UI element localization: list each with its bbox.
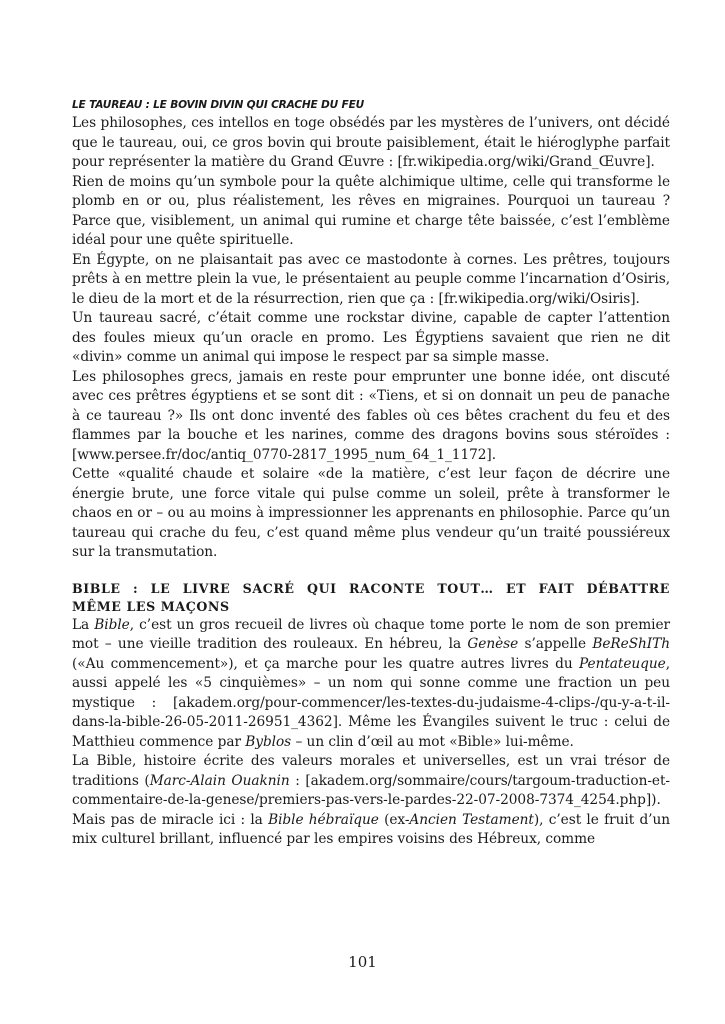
paragraph: En Égypte, on ne plaisantait pas avec ce mastodonte à cornes. Les prêtres, toujours prêts à en mettre plein la vue, le présentaient au peuple comme l’incarnation d’Osiris, le dieu de la mort et de la résurrection, rien que ça : [fr.wikipedia.org/wiki/Osiris]. <box>72 251 670 307</box>
text-run: ), c’est le fruit d’un mix culturel brillant, influencé par les empires voisins des Hébreux, comme <box>72 811 670 847</box>
italic-text: Marc-Alain Ouaknin <box>149 772 290 789</box>
section-heading-bible: BIBLE : LE LIVRE SACRÉ QUI RACONTE TOUT… ET FAIT DÉBATTRE <box>72 580 670 596</box>
text-run: La <box>72 616 95 633</box>
text-run: Mais pas de miracle ici : la <box>72 811 269 828</box>
text-run: – un clin d’œil au mot «Bible» lui-même. <box>291 733 574 750</box>
italic-text: Byblos <box>245 733 292 750</box>
italic-text: Bible <box>94 616 130 633</box>
paragraph <box>72 616 670 753</box>
text-run: s’appelle <box>518 636 593 652</box>
paragraph <box>72 811 670 850</box>
paragraph: Cette «qualité chaude et solaire «de la matière, c’est leur façon de décrire une énergie brute, une force vitale qui pulse comme un soleil, prête à transformer le chaos en or – ou au moins à impressionner les apprenants en philosophie. Parce qu’un taureau qui crache du feu, c’est quand même plus vendeur qu’un traité poussiéreux sur la transmutation. <box>72 466 670 560</box>
section-heading-taureau: LE TAUREAU : LE BOVIN DIVIN QUI CRACHE DU FEU <box>72 99 365 111</box>
italic-text: Ancien Testament <box>409 811 534 828</box>
italic-text: Pentateuque <box>578 655 666 672</box>
text-run: , aussi appelé les «5 cinquièmes» – un nom qui sonne comme une fraction un peu mystique : [akadem.org/pour-commencer/les-textes-du-judaisme-4-clips-/qu-y-a-t-il-dans-la-bible-26-05-2011-26951_4362]. Même les Évangiles suivent le truc : celui de Matthieu commence par <box>72 655 670 750</box>
text-run: : [akadem.org/sommaire/cours/targoum-traduction-et-commentaire-de-la-genese/premiers-pas-vers-le-pardes-22-07-2008-7374_4254.php]). <box>72 772 670 808</box>
text-run: , c’est un gros recueil de livres où chaque tome porte le nom de son premier mot – une vieille tradition des rouleaux. En hébreu, la <box>72 616 670 652</box>
text-run: La Bible, histoire écrite des valeurs morales et universelles, est un vrai trésor de traditions ( <box>72 753 670 789</box>
italic-text: BeReShITh <box>592 636 670 652</box>
paragraph: Les philosophes grecs, jamais en reste pour emprunter une bonne idée, ont discuté avec ces prêtres égyptiens et se sont dit : «Tiens, et si on donnait un peu de panache à ce taureau ?» Ils ont donc inventé des fables où ces bêtes crachent du feu et des flammes par la bouche et les narines, comme des dragons bovins sous stéroïdes : [www.persee.fr/doc/antiq_0770-2817_1995_num_64_1_1172]. <box>72 368 670 463</box>
section-heading-bible-continued: MÊME LES MAÇONS <box>72 598 230 614</box>
italic-text: Genèse <box>467 636 519 652</box>
paragraph: Un taureau sacré, c’était comme une rockstar divine, capable de capter l’attention des foules mieux qu’un oracle en promo. Les Égyptiens savaient que rien ne dit «divin» comme un animal qui impose le respect par sa simple masse. <box>72 310 670 365</box>
page-number: 101 <box>348 953 377 971</box>
text-run: («Au commencement»), et ça marche pour les quatre autres livres du <box>72 655 579 672</box>
paragraph: Rien de moins qu’un symbole pour la quête alchimique ultime, celle qui transforme le plomb en or ou, plus réalistement, les rêves en migraines. Pourquoi un taureau ? Parce que, visiblement, un animal qui rumine et charge tête baissée, c’est l’emblème idéal pour une quête spirituelle. <box>72 173 670 248</box>
text-run: (ex- <box>378 811 410 828</box>
paragraph <box>72 752 670 811</box>
page-content <box>72 98 670 850</box>
paragraph: Les philosophes, ces intellos en toge obsédés par les mystères de l’univers, ont décidé que le taureau, oui, ce gros bovin qui broute paisiblement, était le hiéroglyphe parfait pour représenter la matière du Grand Œuvre : [fr.wikipedia.org/wiki/Grand_Œuvre]. <box>72 115 670 170</box>
italic-text: Bible hébraïque <box>268 811 379 828</box>
